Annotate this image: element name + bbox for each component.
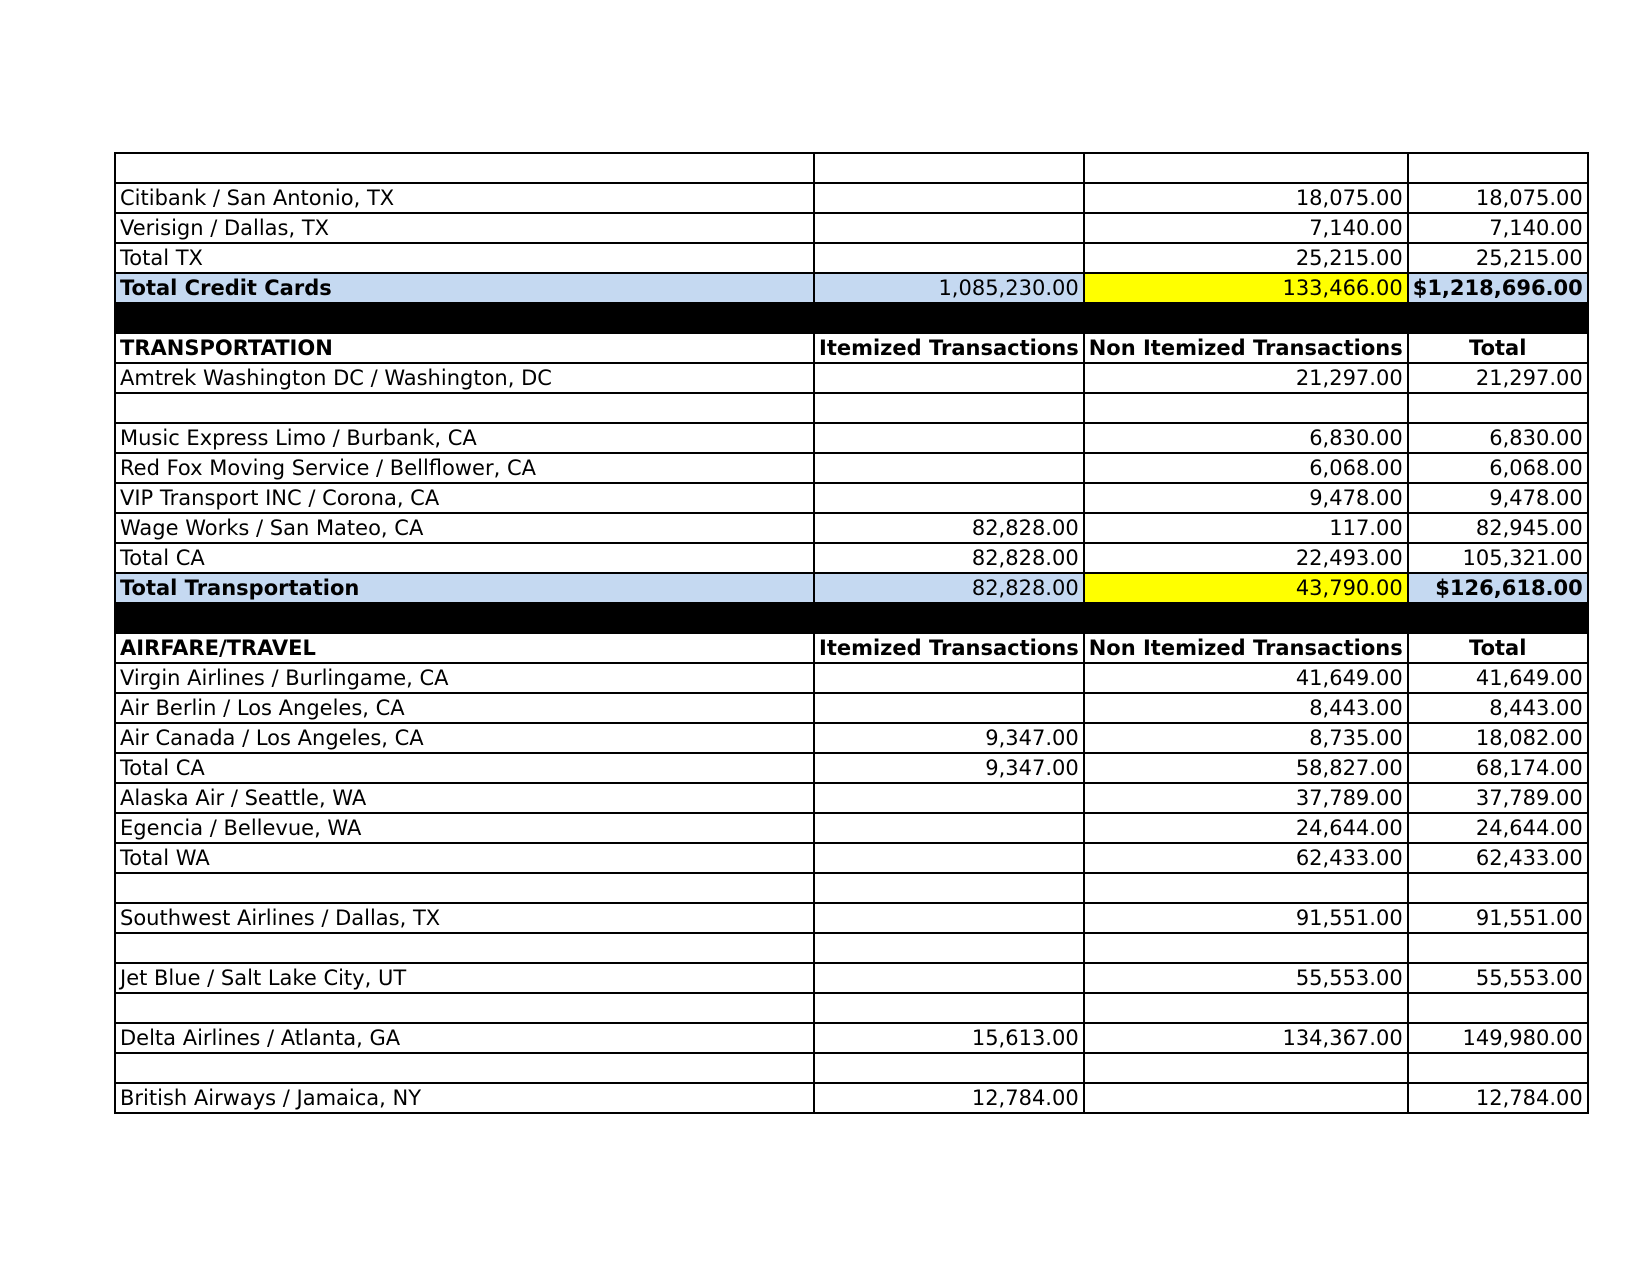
itemized-cell: Itemized Transactions: [814, 333, 1084, 363]
vendor-cell: Delta Airlines / Atlanta, GA: [115, 1023, 814, 1053]
non-itemized-cell: 55,553.00: [1084, 963, 1408, 993]
empty-cell: [1084, 933, 1408, 963]
empty-cell: [115, 153, 814, 183]
itemized-cell: Itemized Transactions: [814, 633, 1084, 663]
empty-cell: [1408, 1053, 1588, 1083]
table-row: [115, 363, 1588, 393]
non-itemized-cell: 9,478.00: [1084, 483, 1408, 513]
total-cell: 6,830.00: [1408, 423, 1588, 453]
empty-cell: [115, 993, 814, 1023]
empty-cell: [814, 1053, 1084, 1083]
total-cell: 91,551.00: [1408, 903, 1588, 933]
itemized-cell: [814, 423, 1084, 453]
empty-cell: [115, 873, 814, 903]
table-row: [115, 243, 1588, 273]
non-itemized-cell: [1084, 1083, 1408, 1113]
table-row: [115, 543, 1588, 573]
vendor-cell: Air Berlin / Los Angeles, CA: [115, 693, 814, 723]
separator-cell: [115, 303, 1588, 333]
table-row: [115, 753, 1588, 783]
total-cell: 8,443.00: [1408, 693, 1588, 723]
vendor-cell: AIRFARE/TRAVEL: [115, 633, 814, 663]
itemized-cell: [814, 243, 1084, 273]
itemized-cell: 15,613.00: [814, 1023, 1084, 1053]
itemized-cell: [814, 963, 1084, 993]
total-cell: $1,218,696.00: [1408, 273, 1588, 303]
non-itemized-cell: 62,433.00: [1084, 843, 1408, 873]
table-row: [115, 213, 1588, 243]
non-itemized-cell: 24,644.00: [1084, 813, 1408, 843]
non-itemized-cell: 91,551.00: [1084, 903, 1408, 933]
empty-cell: [814, 933, 1084, 963]
empty-cell: [1408, 993, 1588, 1023]
vendor-cell: Music Express Limo / Burbank, CA: [115, 423, 814, 453]
table-row: [115, 483, 1588, 513]
blank-row: [115, 153, 1588, 183]
total-cell: Total: [1408, 333, 1588, 363]
itemized-cell: [814, 903, 1084, 933]
section-total-row: [115, 273, 1588, 303]
blank-row: [115, 393, 1588, 423]
non-itemized-cell: 21,297.00: [1084, 363, 1408, 393]
non-itemized-cell: 25,215.00: [1084, 243, 1408, 273]
total-cell: 12,784.00: [1408, 1083, 1588, 1113]
empty-cell: [115, 393, 814, 423]
non-itemized-cell: Non Itemized Transactions: [1084, 633, 1408, 663]
empty-cell: [1408, 393, 1588, 423]
itemized-cell: 9,347.00: [814, 723, 1084, 753]
non-itemized-cell: 41,649.00: [1084, 663, 1408, 693]
itemized-cell: [814, 843, 1084, 873]
total-cell: $126,618.00: [1408, 573, 1588, 603]
vendor-cell: Air Canada / Los Angeles, CA: [115, 723, 814, 753]
table-row: [115, 513, 1588, 543]
vendor-cell: British Airways / Jamaica, NY: [115, 1083, 814, 1113]
non-itemized-cell: 117.00: [1084, 513, 1408, 543]
blank-row: [115, 1053, 1588, 1083]
vendor-cell: Wage Works / San Mateo, CA: [115, 513, 814, 543]
non-itemized-cell: 133,466.00: [1084, 273, 1408, 303]
itemized-cell: [814, 183, 1084, 213]
vendor-cell: Total CA: [115, 543, 814, 573]
empty-cell: [814, 993, 1084, 1023]
vendor-cell: Citibank / San Antonio, TX: [115, 183, 814, 213]
vendor-cell: Southwest Airlines / Dallas, TX: [115, 903, 814, 933]
total-cell: 18,082.00: [1408, 723, 1588, 753]
empty-cell: [1084, 993, 1408, 1023]
itemized-cell: [814, 483, 1084, 513]
itemized-cell: [814, 663, 1084, 693]
table-row: [115, 183, 1588, 213]
vendor-cell: Total Credit Cards: [115, 273, 814, 303]
vendor-cell: Virgin Airlines / Burlingame, CA: [115, 663, 814, 693]
non-itemized-cell: 8,735.00: [1084, 723, 1408, 753]
vendor-cell: Amtrek Washington DC / Washington, DC: [115, 363, 814, 393]
vendor-cell: Total CA: [115, 753, 814, 783]
itemized-cell: [814, 783, 1084, 813]
table-row: [115, 1083, 1588, 1113]
empty-cell: [814, 873, 1084, 903]
blank-row: [115, 933, 1588, 963]
section-separator: [115, 303, 1588, 333]
table-row: [115, 963, 1588, 993]
non-itemized-cell: 6,068.00: [1084, 453, 1408, 483]
empty-cell: [1408, 153, 1588, 183]
total-cell: 24,644.00: [1408, 813, 1588, 843]
itemized-cell: [814, 813, 1084, 843]
empty-cell: [1084, 873, 1408, 903]
itemized-cell: 9,347.00: [814, 753, 1084, 783]
non-itemized-cell: 43,790.00: [1084, 573, 1408, 603]
itemized-cell: 82,828.00: [814, 513, 1084, 543]
expense-table: [114, 152, 1589, 1114]
vendor-cell: Total Transportation: [115, 573, 814, 603]
table-row: [115, 903, 1588, 933]
total-cell: 55,553.00: [1408, 963, 1588, 993]
total-cell: 25,215.00: [1408, 243, 1588, 273]
table-row: [115, 783, 1588, 813]
empty-cell: [1408, 873, 1588, 903]
itemized-cell: [814, 453, 1084, 483]
section-separator: [115, 603, 1588, 633]
total-cell: 18,075.00: [1408, 183, 1588, 213]
itemized-cell: [814, 213, 1084, 243]
total-cell: Total: [1408, 633, 1588, 663]
empty-cell: [1084, 153, 1408, 183]
vendor-cell: VIP Transport INC / Corona, CA: [115, 483, 814, 513]
table-row: [115, 723, 1588, 753]
itemized-cell: 1,085,230.00: [814, 273, 1084, 303]
non-itemized-cell: 134,367.00: [1084, 1023, 1408, 1053]
vendor-cell: TRANSPORTATION: [115, 333, 814, 363]
non-itemized-cell: Non Itemized Transactions: [1084, 333, 1408, 363]
non-itemized-cell: 22,493.00: [1084, 543, 1408, 573]
total-cell: 9,478.00: [1408, 483, 1588, 513]
table-row: [115, 843, 1588, 873]
section-total-row: [115, 573, 1588, 603]
section-header-row: [115, 633, 1588, 663]
table-row: [115, 423, 1588, 453]
vendor-cell: Jet Blue / Salt Lake City, UT: [115, 963, 814, 993]
itemized-cell: 82,828.00: [814, 573, 1084, 603]
vendor-cell: Egencia / Bellevue, WA: [115, 813, 814, 843]
total-cell: 149,980.00: [1408, 1023, 1588, 1053]
empty-cell: [115, 933, 814, 963]
empty-cell: [1408, 933, 1588, 963]
vendor-cell: Total TX: [115, 243, 814, 273]
non-itemized-cell: 37,789.00: [1084, 783, 1408, 813]
section-header-row: [115, 333, 1588, 363]
table-row: [115, 453, 1588, 483]
total-cell: 7,140.00: [1408, 213, 1588, 243]
empty-cell: [814, 153, 1084, 183]
separator-cell: [115, 603, 1588, 633]
itemized-cell: [814, 363, 1084, 393]
empty-cell: [1084, 1053, 1408, 1083]
total-cell: 105,321.00: [1408, 543, 1588, 573]
total-cell: 6,068.00: [1408, 453, 1588, 483]
total-cell: 37,789.00: [1408, 783, 1588, 813]
non-itemized-cell: 8,443.00: [1084, 693, 1408, 723]
table-row: [115, 1023, 1588, 1053]
non-itemized-cell: 58,827.00: [1084, 753, 1408, 783]
non-itemized-cell: 7,140.00: [1084, 213, 1408, 243]
blank-row: [115, 993, 1588, 1023]
total-cell: 62,433.00: [1408, 843, 1588, 873]
total-cell: 41,649.00: [1408, 663, 1588, 693]
empty-cell: [1084, 393, 1408, 423]
vendor-cell: Verisign / Dallas, TX: [115, 213, 814, 243]
blank-row: [115, 873, 1588, 903]
empty-cell: [814, 393, 1084, 423]
non-itemized-cell: 6,830.00: [1084, 423, 1408, 453]
total-cell: 68,174.00: [1408, 753, 1588, 783]
vendor-cell: Alaska Air / Seattle, WA: [115, 783, 814, 813]
non-itemized-cell: 18,075.00: [1084, 183, 1408, 213]
itemized-cell: 12,784.00: [814, 1083, 1084, 1113]
total-cell: 82,945.00: [1408, 513, 1588, 543]
vendor-cell: Total WA: [115, 843, 814, 873]
total-cell: 21,297.00: [1408, 363, 1588, 393]
vendor-cell: Red Fox Moving Service / Bellflower, CA: [115, 453, 814, 483]
table-row: [115, 813, 1588, 843]
table-row: [115, 693, 1588, 723]
itemized-cell: 82,828.00: [814, 543, 1084, 573]
table-row: [115, 663, 1588, 693]
empty-cell: [115, 1053, 814, 1083]
itemized-cell: [814, 693, 1084, 723]
